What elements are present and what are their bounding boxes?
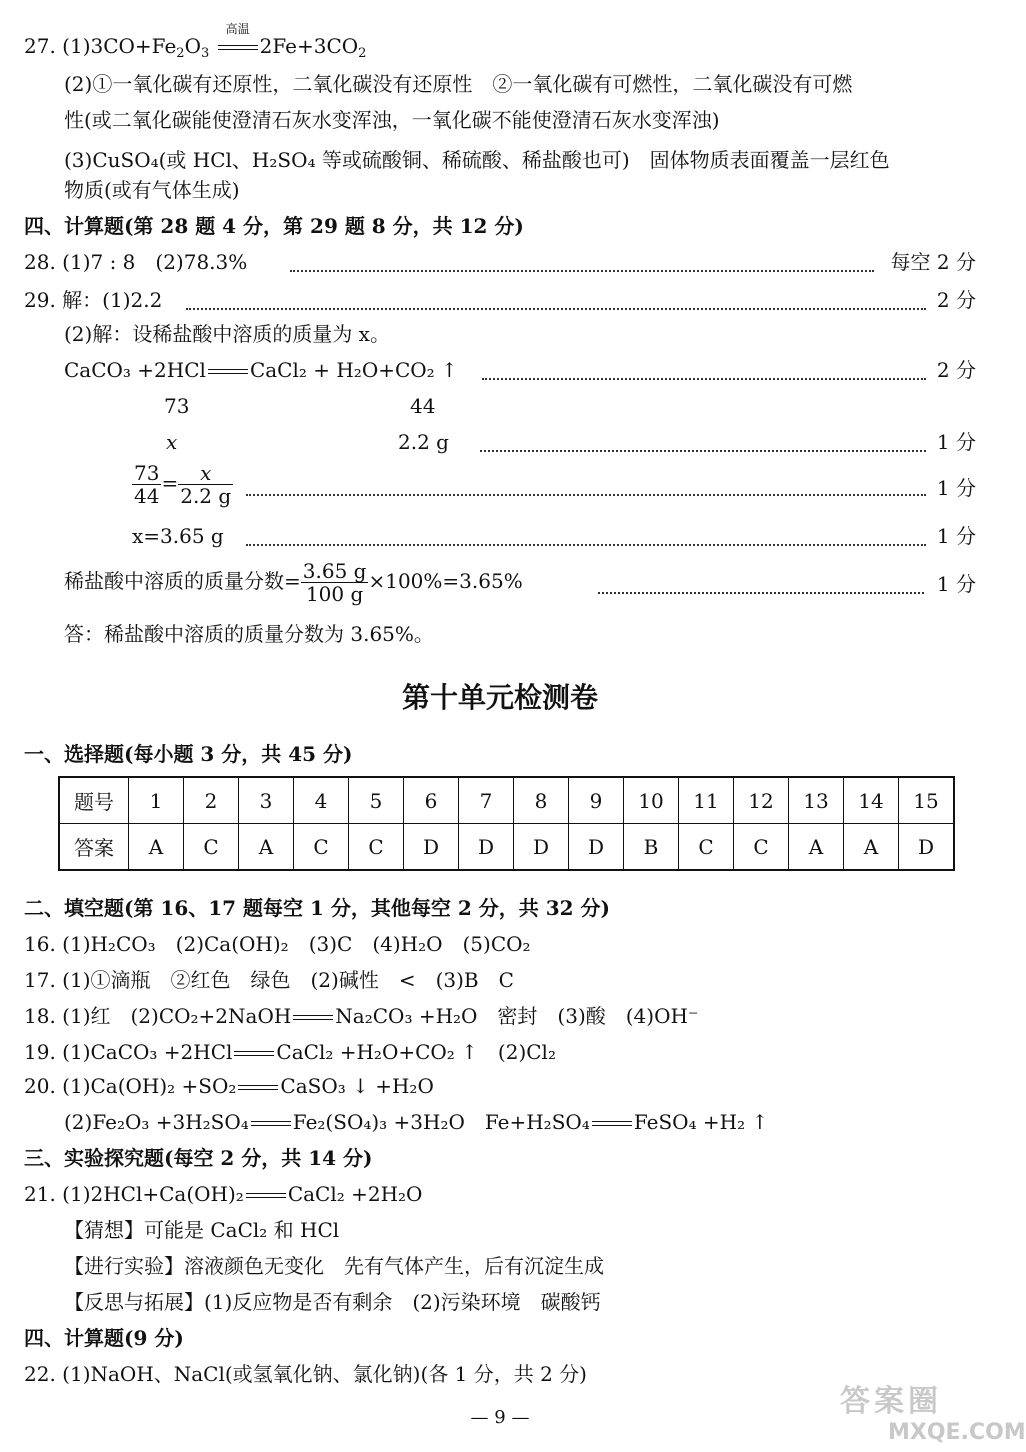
table-header: 答案 <box>59 824 129 871</box>
table-header: 题号 <box>59 777 129 824</box>
section-heading-choice: 一、选择题(每小题 3 分，共 45 分) <box>24 742 353 766</box>
table-cell: 1 <box>129 777 184 824</box>
table-cell: B <box>624 824 679 871</box>
q19-text: 19. (1)CaCO₃ +2HCl CaCl₂ +H₂O+CO₂ ↑ (2)Cl₂ <box>24 1040 556 1064</box>
q21-reflection: 【反思与拓展】(1)反应物是否有剩余 (2)污染环境 碳酸钙 <box>64 1290 601 1314</box>
q28-text: 28. (1)7 : 8 (2)78.3% <box>24 250 248 274</box>
table-cell: 9 <box>569 777 624 824</box>
table-cell: D <box>459 824 514 871</box>
table-cell: 7 <box>459 777 514 824</box>
table-cell: 5 <box>349 777 404 824</box>
table-cell: 15 <box>899 777 955 824</box>
q29-score-1: 2 分 <box>936 288 976 312</box>
q18-text: 18. (1)红 (2)CO₂+2NaOH Na₂CO₃ +H₂O 密封 (3)酸 (4)OH⁻ <box>24 1004 699 1028</box>
table-cell: 3 <box>239 777 294 824</box>
q16-text: 16. (1)H₂CO₃ (2)Ca(OH)₂ (3)C (4)H₂O (5)CO₂ <box>24 932 531 956</box>
table-cell: 10 <box>624 777 679 824</box>
table-row-numbers <box>59 777 954 824</box>
table-row-answers <box>59 824 954 871</box>
table-cell: 12 <box>734 777 789 824</box>
table-cell: 13 <box>789 777 844 824</box>
q27-line4: (3)CuSO₄(或 HCl、H₂SO₄ 等或硫酸铜、稀硫酸、稀盐酸也可) 固体物质表面覆盖一层红色 <box>64 148 890 172</box>
table-cell: 14 <box>844 777 899 824</box>
q29-score-3: 1 分 <box>936 430 976 454</box>
table-cell: 4 <box>294 777 349 824</box>
q29-molar-44: 44 <box>410 394 436 418</box>
table-cell: C <box>679 824 734 871</box>
section-heading-calc-2: 四、计算题(9 分) <box>24 1326 184 1350</box>
table-cell: 8 <box>514 777 569 824</box>
table-cell: C <box>294 824 349 871</box>
table-cell: 11 <box>679 777 734 824</box>
q29-score-4: 1 分 <box>936 476 976 500</box>
q29-score-6: 1 分 <box>936 572 976 596</box>
answer-table <box>58 776 955 871</box>
q29-mass-fraction: 稀盐酸中溶质的质量分数= $\frac{3.65 g}{100 g}$ ×100%=3.65% <box>64 559 523 606</box>
q29-score-5: 1 分 <box>936 524 976 548</box>
section-heading-experiment: 三、实验探究题(每空 2 分，共 14 分) <box>24 1146 373 1170</box>
q20-line1: 20. (1)Ca(OH)₂ +SO₂ CaSO₃ ↓ +H₂O <box>24 1074 434 1098</box>
unit-title: 第十单元检测卷 <box>401 681 598 714</box>
q27-line1: 27. $(1)3CO+Fe_2O_3$ 高温 $2Fe+3CO_2$ <box>24 22 367 61</box>
table-cell: D <box>404 824 459 871</box>
q29-var-x: x <box>166 430 178 454</box>
q29-proportion: $\frac{73}{44}$ = $\frac{x}{2.2 g}$ <box>134 461 232 508</box>
q21-hypothesis: 【猜想】可能是 CaCl₂ 和 HCl <box>64 1218 340 1242</box>
q21-line1: 21. (1)2HCl+Ca(OH)₂ CaCl₂ +2H₂O <box>24 1182 423 1206</box>
q29-line2: (2)解：设稀盐酸中溶质的质量为 x。 <box>64 322 390 346</box>
table-cell: A <box>239 824 294 871</box>
table-cell: 6 <box>404 777 459 824</box>
table-cell: C <box>349 824 404 871</box>
q29-molar-73: 73 <box>164 394 190 418</box>
q29-equation: CaCO₃ +2HCl CaCl₂ + H₂O+CO₂ ↑ <box>64 358 458 382</box>
q29-x-value: x=3.65 g <box>132 524 224 548</box>
table-cell: A <box>129 824 184 871</box>
q27-line3: 性(或二氧化碳能使澄清石灰水变浑浊，一氧化碳不能使澄清石灰水变浑浊) <box>64 108 720 132</box>
section-heading-fill: 二、填空题(第 16、17 题每空 1 分，其他每空 2 分，共 32 分) <box>24 896 610 920</box>
q27-line5: 物质(或有气体生成) <box>64 178 240 202</box>
q21-experiment: 【进行实验】溶液颜色无变化 先有气体产生，后有沉淀生成 <box>64 1254 604 1278</box>
table-cell: C <box>184 824 239 871</box>
q27-line2: (2)①一氧化碳有还原性，二氧化碳没有还原性 ②一氧化碳有可燃性，二氧化碳没有可燃 <box>64 72 853 96</box>
page-number: — 9 — <box>470 1407 530 1428</box>
table-cell: D <box>899 824 955 871</box>
q29-line1: 29. 解：(1)2.2 <box>24 288 163 312</box>
table-cell: D <box>514 824 569 871</box>
q17-text: 17. (1)①滴瓶 ②红色 绿色 (2)碱性 < (3)B C <box>24 968 514 992</box>
reaction-condition: 高温 <box>216 34 260 58</box>
table-cell: 2 <box>184 777 239 824</box>
watermark-url: MXQE.COM <box>888 1420 1026 1445</box>
table-cell: A <box>789 824 844 871</box>
q28-score: 每空 2 分 <box>890 250 976 274</box>
q29-val-2.2g: 2.2 g <box>398 430 449 454</box>
q29-answer: 答：稀盐酸中溶质的质量分数为 3.65%。 <box>64 622 434 646</box>
watermark-logo: 答案圈 <box>840 1384 942 1419</box>
q29-score-2: 2 分 <box>936 358 976 382</box>
q20-line2: (2)Fe₂O₃ +3H₂SO₄ Fe₂(SO₄)₃ +3H₂O Fe+H₂SO₄ FeSO₄ +H₂ ↑ <box>64 1110 769 1134</box>
table-cell: A <box>844 824 899 871</box>
section-heading-calc: 四、计算题(第 28 题 4 分，第 29 题 8 分，共 12 分) <box>24 214 524 238</box>
table-cell: D <box>569 824 624 871</box>
table-cell: C <box>734 824 789 871</box>
q22-text: 22. (1)NaOH、NaCl(或氢氧化钠、氯化钠)(各 1 分，共 2 分) <box>24 1362 587 1386</box>
